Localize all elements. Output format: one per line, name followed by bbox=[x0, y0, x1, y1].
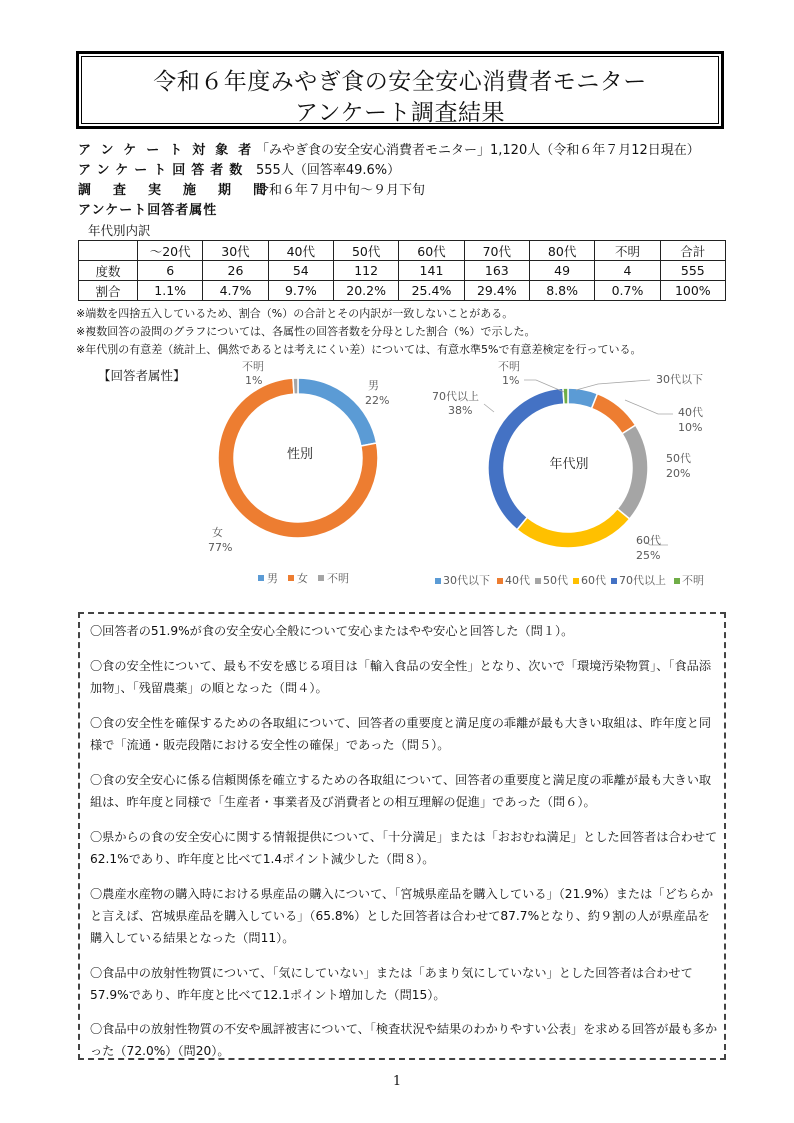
gender-label-female-cat: 女 bbox=[212, 526, 223, 539]
legend-swatch-50s bbox=[535, 578, 541, 584]
age-label-70s-val: 38% bbox=[448, 404, 473, 417]
legend-label-male: 男 bbox=[267, 572, 278, 585]
legend-label-70s: 70代以上 bbox=[619, 574, 666, 587]
table-cell: 26 bbox=[203, 261, 268, 281]
table-cell: 6 bbox=[138, 261, 203, 281]
table-cell: 4 bbox=[595, 261, 660, 281]
table-row bbox=[79, 261, 726, 281]
attributes-label: アンケート回答者属性 bbox=[78, 203, 218, 218]
leader-line-40s bbox=[625, 400, 673, 414]
age-label-unknown-cat: 不明 bbox=[498, 360, 520, 373]
age-label-40s-cat: 40代 bbox=[678, 406, 703, 419]
table-cell: 100% bbox=[660, 281, 725, 301]
age-slice-3 bbox=[517, 509, 630, 548]
legend-label-unknown: 不明 bbox=[682, 574, 704, 587]
page-title-line1: 令和６年度みやぎ食の安全安心消費者モニター bbox=[153, 69, 647, 95]
legend-label-female: 女 bbox=[297, 572, 308, 585]
legend-swatch-60s bbox=[573, 578, 579, 584]
period-value: 令和６年７月中旬～９月下旬 bbox=[256, 183, 426, 198]
note-multiple-answer: ※複数回答の設問のグラフについては、各属性の回答者数を分母とした割合（%）で示した。 bbox=[76, 325, 536, 338]
gender-label-unknown-cat: 不明 bbox=[242, 360, 264, 373]
age-label-30s-cat: 30代以下 bbox=[656, 373, 703, 386]
leader-line-30s bbox=[576, 380, 650, 390]
summary-item-5: 〇県からの食の安全安心に関する情報提供について、「十分満足」または「おおむね満足」とした回答者は合わせて62.1%であり、昨年度と比べて1.4ポイント減少した（問８）。 bbox=[90, 830, 718, 866]
legend-label-30s: 30代以下 bbox=[443, 574, 490, 587]
age-label-unknown-val: 1% bbox=[502, 374, 520, 387]
table-header-cell: ～20代 bbox=[138, 241, 203, 261]
table-cell: 20.2% bbox=[333, 281, 398, 301]
table-header-cell bbox=[79, 241, 138, 261]
row-label: 度数 bbox=[79, 261, 138, 281]
summary-item-3: 〇食の安全性を確保するための各取組について、回答者の重要度と満足度の乖離が最も大きい取組は、昨年度と同様で「流通・販売段階における安全性の確保」であった（問５）。 bbox=[90, 716, 712, 752]
attributes-heading: 【回答者属性】 bbox=[98, 368, 186, 383]
table-header-cell: 70代 bbox=[464, 241, 529, 261]
age-legend bbox=[435, 573, 704, 587]
legend-swatch-unknown bbox=[318, 575, 324, 581]
table-header-cell: 60代 bbox=[399, 241, 464, 261]
target-value: 「みやぎ食の安全安心消費者モニター」1,120人（令和６年７月12日現在） bbox=[256, 143, 700, 158]
age-chart-title: 年代別 bbox=[549, 457, 589, 472]
table-cell: 49 bbox=[529, 261, 594, 281]
age-donut-chart bbox=[428, 362, 724, 594]
note-rounding: ※端数を四捨五入しているため、割合（%）の合計とその内訳が一致しないことがある。 bbox=[76, 307, 514, 320]
summary-item-4: 〇食の安全安心に係る信頼関係を確立するための各取組について、回答者の重要度と満足度の乖離が最も大きい取組は、昨年度と同様で「生産者・事業者及び消費者との相互理解の促進」であった（問６）。 bbox=[90, 773, 712, 809]
respondents-value: 555人（回答率49.6%） bbox=[256, 163, 401, 178]
legend-label-50s: 50代 bbox=[543, 574, 568, 587]
table-header-cell: 50代 bbox=[333, 241, 398, 261]
table-header-row bbox=[79, 241, 726, 261]
gender-label-unknown-val: 1% bbox=[245, 374, 263, 387]
age-slice-1 bbox=[592, 394, 636, 434]
legend-label-40s: 40代 bbox=[505, 574, 530, 587]
table-header-cell: 40代 bbox=[268, 241, 333, 261]
table-cell: 0.7% bbox=[595, 281, 660, 301]
age-breakdown-table bbox=[78, 240, 726, 301]
age-label-50s-cat: 50代 bbox=[666, 452, 691, 465]
gender-donut-chart bbox=[208, 360, 420, 594]
table-cell: 141 bbox=[399, 261, 464, 281]
page-title-line2: アンケート調査結果 bbox=[294, 100, 506, 126]
age-label-70s-cat: 70代以上 bbox=[432, 390, 479, 403]
table-cell: 54 bbox=[268, 261, 333, 281]
age-slice-5 bbox=[563, 388, 568, 404]
legend-swatch-30s bbox=[435, 578, 441, 584]
summary-box bbox=[78, 612, 726, 1060]
gender-label-male-cat: 男 bbox=[368, 379, 379, 392]
age-label-40s-val: 10% bbox=[678, 421, 703, 434]
table-cell: 163 bbox=[464, 261, 529, 281]
summary-item-6: 〇農産水産物の購入時における県産品の購入について、「宮城県産品を購入している」（21.9%）または「どちらかと言えば、宮城県産品を購入している」（65.8%）とした回答者は合わせて87.7%となり、約９割の人が県産品を購入している結果となった（問11）。 bbox=[90, 887, 714, 945]
summary-item-1: 〇回答者の51.9%が食の安全安心全般について安心またはやや安心と回答した（問１）。 bbox=[90, 624, 574, 638]
period-label: 調査実施期間 bbox=[78, 183, 289, 198]
table-cell: 9.7% bbox=[268, 281, 333, 301]
age-label-50s-val: 20% bbox=[666, 467, 691, 480]
legend-swatch-male bbox=[258, 575, 264, 581]
table-cell: 4.7% bbox=[203, 281, 268, 301]
table-cell: 25.4% bbox=[399, 281, 464, 301]
gender-legend bbox=[258, 571, 349, 585]
table-cell: 29.4% bbox=[464, 281, 529, 301]
age-breakdown-title: 年代別内訳 bbox=[88, 223, 151, 238]
age-label-60s-cat: 60代 bbox=[636, 534, 661, 547]
summary-item-7: 〇食品中の放射性物質について、「気にしていない」または「あまり気にしていない」とした回答者は合わせて57.9%であり、昨年度と比べて12.1ポイント増加した（問15）。 bbox=[90, 966, 693, 1002]
table-cell: 112 bbox=[333, 261, 398, 281]
table-cell: 555 bbox=[660, 261, 725, 281]
gender-slice-0 bbox=[298, 378, 377, 446]
table-cell: 8.8% bbox=[529, 281, 594, 301]
table-cell: 1.1% bbox=[138, 281, 203, 301]
table-row bbox=[79, 281, 726, 301]
legend-label-unknown: 不明 bbox=[327, 572, 349, 585]
legend-swatch-female bbox=[288, 575, 294, 581]
table-header-cell: 30代 bbox=[203, 241, 268, 261]
note-significance: ※年代別の有意差（統計上、偶然であるとは考えにくい差）については、有意水準5%で有意差検定を行っている。 bbox=[76, 343, 642, 356]
row-label: 割合 bbox=[79, 281, 138, 301]
gender-slice-2 bbox=[293, 378, 298, 394]
target-label: アンケート対象者 bbox=[78, 143, 262, 158]
title-box bbox=[76, 51, 724, 129]
legend-swatch-40s bbox=[497, 578, 503, 584]
legend-swatch-unknown bbox=[674, 578, 680, 584]
legend-swatch-70s bbox=[611, 578, 617, 584]
table-header-cell: 合計 bbox=[660, 241, 725, 261]
table-header-cell: 80代 bbox=[529, 241, 594, 261]
legend-label-60s: 60代 bbox=[581, 574, 606, 587]
page-number: 1 bbox=[392, 1074, 402, 1089]
summary-item-8: 〇食品中の放射性物質の不安や風評被害について、「検査状況や結果のわかりやすい公表」を求める回答が最も多かった（72.0%）（問20）。 bbox=[90, 1022, 718, 1058]
leader-line-70s bbox=[484, 404, 494, 412]
summary-item-2: 〇食の安全性について、最も不安を感じる項目は「輸入食品の安全性」となり、次いで「環境汚染物質」、「食品添加物」、「残留農薬」の順となった（問４）。 bbox=[90, 659, 712, 695]
gender-chart-title: 性別 bbox=[286, 447, 314, 462]
age-slice-2 bbox=[617, 425, 648, 519]
age-label-60s-val: 25% bbox=[636, 549, 661, 562]
respondents-label: アンケート回答者数 bbox=[78, 163, 249, 178]
table-header-cell: 不明 bbox=[595, 241, 660, 261]
gender-label-female-val: 77% bbox=[208, 541, 233, 554]
gender-label-male-val: 22% bbox=[365, 394, 390, 407]
